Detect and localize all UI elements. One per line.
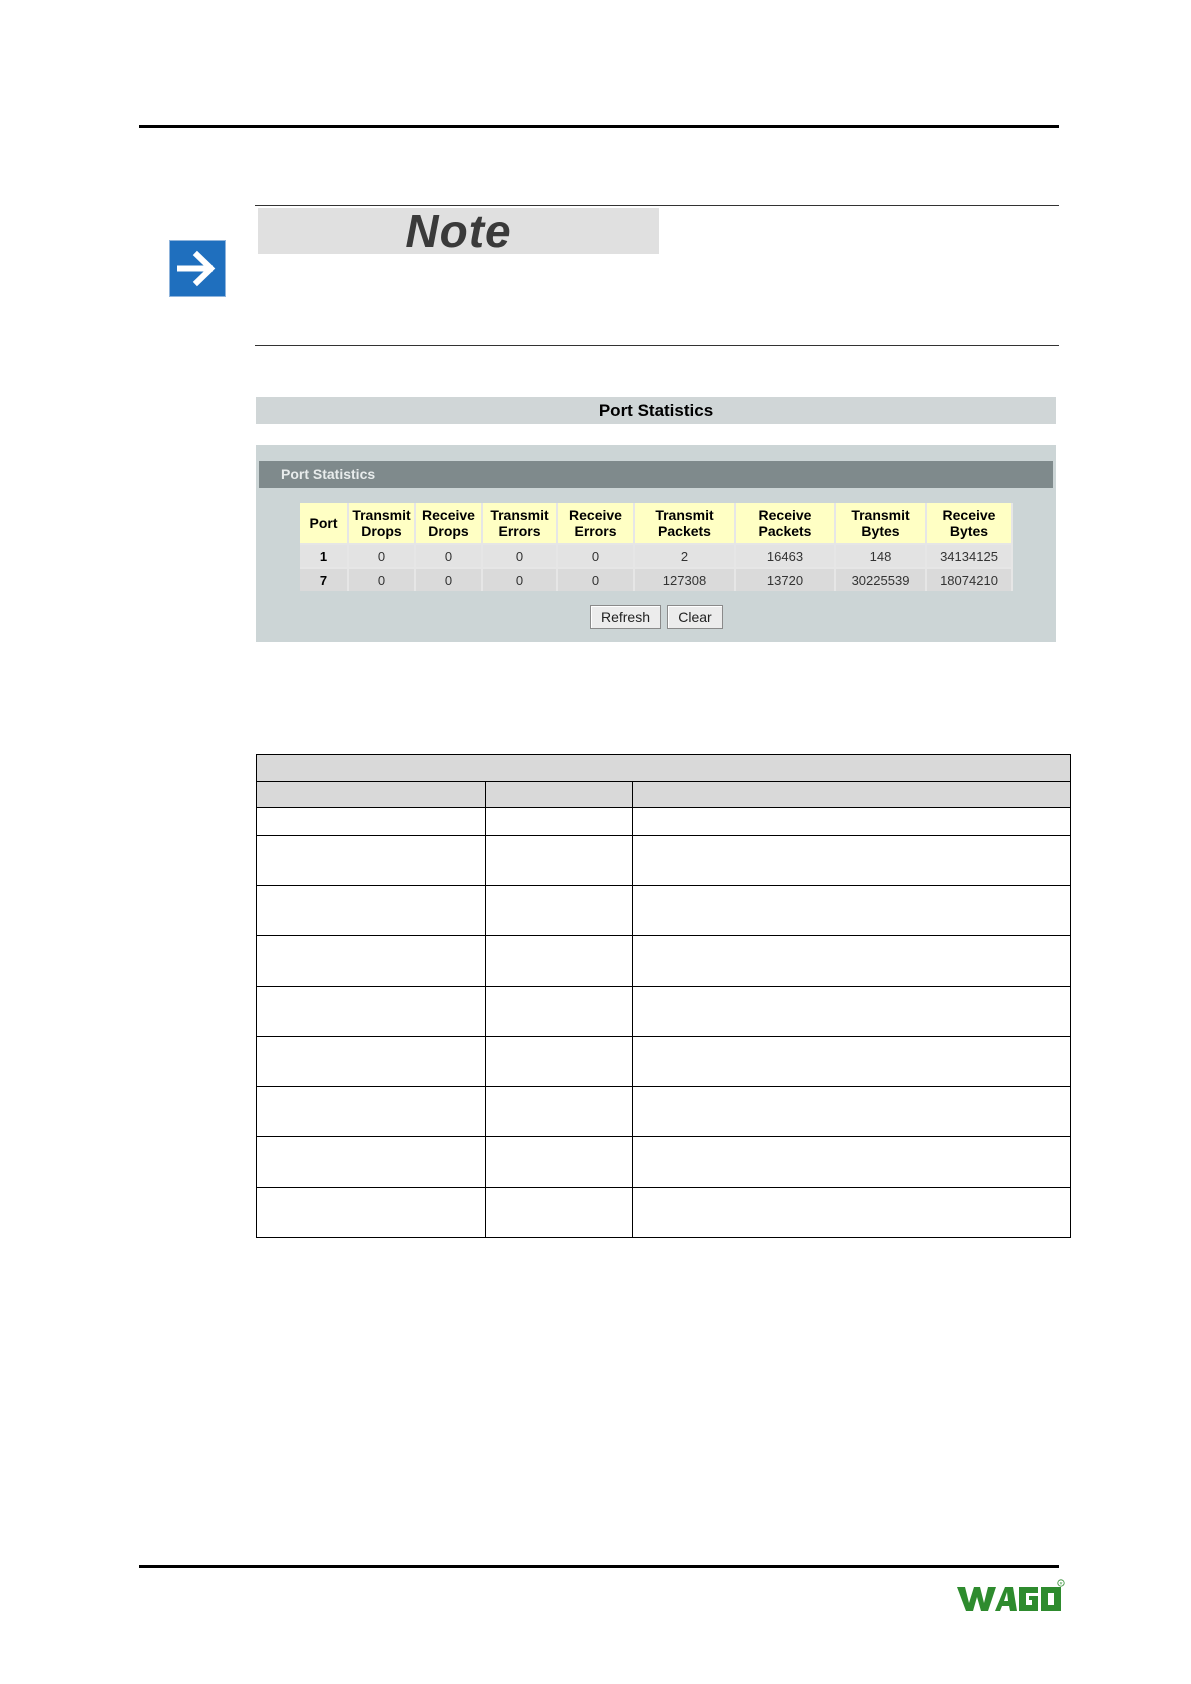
stat-cell: 34134125 bbox=[926, 544, 1012, 568]
description-table bbox=[256, 754, 1071, 1238]
note-top-line bbox=[255, 205, 1059, 206]
column-header bbox=[557, 503, 634, 544]
header-cell bbox=[257, 781, 486, 808]
table-cell bbox=[486, 986, 633, 1036]
table-row bbox=[257, 936, 1071, 986]
column-header bbox=[835, 503, 926, 544]
column-header-text: Transmit bbox=[851, 507, 910, 523]
port-statistics-title: Port Statistics bbox=[256, 397, 1056, 424]
header-cell bbox=[633, 781, 1071, 808]
table-cell bbox=[257, 1087, 486, 1137]
table-row bbox=[257, 1137, 1071, 1187]
table-cell bbox=[486, 886, 633, 936]
stat-cell: 0 bbox=[415, 568, 482, 591]
column-header-text: Receive bbox=[569, 507, 622, 523]
stat-cell: 16463 bbox=[735, 544, 835, 568]
port-number-cell: 1 bbox=[300, 544, 348, 568]
table-header-row bbox=[257, 781, 1071, 808]
table-row bbox=[257, 886, 1071, 936]
table-cell bbox=[486, 936, 633, 986]
refresh-button[interactable]: Refresh bbox=[590, 605, 661, 629]
table-row bbox=[257, 808, 1071, 836]
table-cell bbox=[257, 936, 486, 986]
stat-cell: 30225539 bbox=[835, 568, 926, 591]
table-cell bbox=[257, 836, 486, 886]
column-header-text: Port bbox=[309, 515, 338, 531]
header-rule bbox=[139, 125, 1059, 128]
note-label: Note bbox=[405, 205, 512, 257]
column-header bbox=[735, 503, 835, 544]
stat-cell: 127308 bbox=[634, 568, 735, 591]
table-cell bbox=[633, 1137, 1071, 1187]
port-statistics-table bbox=[300, 503, 1013, 591]
port-statistics-panel bbox=[256, 445, 1056, 642]
table-row bbox=[300, 568, 1012, 591]
footer-rule bbox=[139, 1565, 1059, 1568]
table-cell bbox=[633, 1087, 1071, 1137]
port-number-cell: 7 bbox=[300, 568, 348, 591]
table-cell bbox=[633, 1187, 1071, 1237]
table-cell bbox=[257, 808, 486, 836]
table-row bbox=[257, 1036, 1071, 1086]
clear-button[interactable]: Clear bbox=[667, 605, 723, 629]
column-header-text: Packets bbox=[658, 523, 711, 539]
stat-cell: 0 bbox=[348, 544, 415, 568]
table-row bbox=[300, 544, 1012, 568]
header-cell bbox=[486, 781, 633, 808]
note-bottom-line bbox=[255, 345, 1059, 346]
table-cell bbox=[257, 1137, 486, 1187]
column-header bbox=[415, 503, 482, 544]
table-cell bbox=[633, 986, 1071, 1036]
wago-logo bbox=[955, 1577, 1065, 1624]
table-cell bbox=[257, 886, 486, 936]
table-row bbox=[257, 836, 1071, 886]
column-header bbox=[348, 503, 415, 544]
table-cell bbox=[633, 836, 1071, 886]
column-header-text: Receive bbox=[422, 507, 475, 523]
table-cell bbox=[486, 836, 633, 886]
table-cell bbox=[486, 1036, 633, 1086]
table-row bbox=[257, 1087, 1071, 1137]
table-row bbox=[257, 1187, 1071, 1237]
column-header bbox=[926, 503, 1012, 544]
column-header-text: Errors bbox=[574, 523, 617, 539]
column-header-text: Transmit bbox=[655, 507, 714, 523]
stat-cell: 2 bbox=[634, 544, 735, 568]
stat-cell: 0 bbox=[482, 568, 557, 591]
stat-cell: 0 bbox=[557, 544, 634, 568]
table-cell bbox=[257, 1036, 486, 1086]
stat-cell: 18074210 bbox=[926, 568, 1012, 591]
arrow-right-icon bbox=[169, 240, 226, 297]
table-cell bbox=[486, 808, 633, 836]
table-cell bbox=[633, 1036, 1071, 1086]
table-cell bbox=[633, 936, 1071, 986]
column-header-text: Drops bbox=[428, 523, 469, 539]
table-title-row bbox=[257, 755, 1071, 782]
stat-cell: 13720 bbox=[735, 568, 835, 591]
table-cell bbox=[486, 1137, 633, 1187]
column-header-text: Bytes bbox=[861, 523, 900, 539]
column-header-text: Errors bbox=[498, 523, 541, 539]
column-header-text: Transmit bbox=[352, 507, 411, 523]
stat-cell: 0 bbox=[482, 544, 557, 568]
stat-cell: 148 bbox=[835, 544, 926, 568]
note-banner bbox=[258, 205, 659, 257]
column-header-text: Transmit bbox=[490, 507, 549, 523]
table-cell bbox=[257, 1187, 486, 1237]
column-header-text: Packets bbox=[758, 523, 812, 539]
svg-text:R: R bbox=[1059, 1580, 1063, 1586]
column-header-text: Receive bbox=[942, 507, 996, 523]
stat-cell: 0 bbox=[415, 544, 482, 568]
table-cell bbox=[486, 1187, 633, 1237]
table-cell bbox=[633, 886, 1071, 936]
column-header bbox=[300, 503, 348, 544]
table-cell bbox=[257, 986, 486, 1036]
column-header bbox=[634, 503, 735, 544]
table-title-cell bbox=[257, 755, 1071, 782]
table-row bbox=[257, 986, 1071, 1036]
column-header-text: Receive bbox=[758, 507, 812, 523]
column-header-text: Bytes bbox=[949, 523, 989, 539]
stat-cell: 0 bbox=[557, 568, 634, 591]
panel-header: Port Statistics bbox=[259, 461, 1053, 488]
stat-cell: 0 bbox=[348, 568, 415, 591]
table-header-row bbox=[300, 503, 1012, 544]
table-cell bbox=[486, 1087, 633, 1137]
column-header-text: Drops bbox=[361, 523, 402, 539]
table-cell bbox=[633, 808, 1071, 836]
column-header bbox=[482, 503, 557, 544]
